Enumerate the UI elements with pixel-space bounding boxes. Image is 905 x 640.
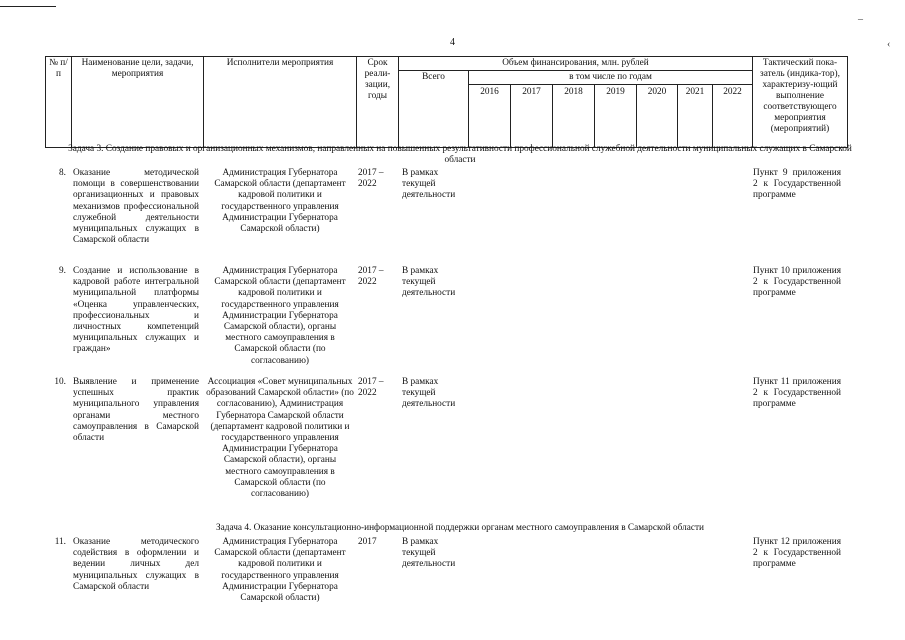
header-funding: Объем финансирования, млн. рублей <box>399 57 753 71</box>
scan-mark: ‹ <box>887 39 891 50</box>
table-header <box>45 56 848 148</box>
header-term: Срок реали-зации, годы <box>357 57 399 148</box>
header-num: № п/п <box>46 57 72 148</box>
row-11-indicator: Пункт 12 приложения 2 к Государственной программе <box>753 537 841 570</box>
row-8-funding: В рамках текущей деятельности <box>402 168 456 201</box>
row-10-executors: Ассоциация «Совет муниципальных образований Самарской области» (по согласованию), Администрация Губернатора Самарской области (департамент кадровой политики и государственного управления Администрации Губернатора Самарской области), органы местного самоуправления в Самарской области (по согласованию) <box>206 377 354 500</box>
row-9-number: 9. <box>59 266 66 276</box>
row-11-executors: Администрация Губернатора Самарской области (департамент кадровой политики и государственного управления Администрации Губернатора Самарской области) <box>214 537 346 604</box>
header-by-years: в том числе по годам <box>469 71 753 85</box>
row-9-indicator: Пункт 10 приложения 2 к Государственной программе <box>753 266 841 299</box>
row-8-executors: Администрация Губернатора Самарской области (департамент кадровой политики и государственного управления Администрации Губернатора Самарской области) <box>214 168 346 235</box>
row-9-funding: В рамках текущей деятельности <box>402 266 456 299</box>
row-9-name: Создание и использование в кадровой работе интегральной муниципальной платформы «Оценка управленческих, профессиональных и личностных компетенций муниципальных служащих и граждан» <box>73 266 199 355</box>
page-number: 4 <box>450 37 455 48</box>
header-year: 2017 <box>511 85 553 148</box>
row-10-indicator: Пункт 11 приложения 2 к Государственной программе <box>753 377 841 410</box>
row-9-executors: Администрация Губернатора Самарской области (департамент кадровой политики и государственного управления Администрации Губернатора Самарской области), органы местного самоуправления в Самарской области (по согласованию) <box>214 266 346 366</box>
row-11-number: 11. <box>54 537 66 547</box>
task-3-heading: Задача 3. Создание правовых и организационных механизмов, направленных на повышенных результативности профессиональной служебной деятельности муниципальных служащих в Самарской области <box>68 144 852 166</box>
header-name: Наименование цели, задачи, мероприятия <box>72 57 204 148</box>
row-10-funding: В рамках текущей деятельности <box>402 377 456 410</box>
scan-mark: – <box>858 14 863 25</box>
row-8-indicator: Пункт 9 приложения 2 к Государственной программе <box>753 168 841 201</box>
header-year: 2016 <box>469 85 511 148</box>
row-8-term: 2017 – 2022 <box>358 168 384 190</box>
row-8-name: Оказание методической помощи в совершенствовании организационных и правовых механизмов профессиональной служебной деятельности муниципальных служащих в Самарской области <box>73 168 199 246</box>
top-rule <box>0 6 56 7</box>
header-total: Всего <box>399 71 469 148</box>
header-year: 2022 <box>713 85 753 148</box>
row-11-funding: В рамках текущей деятельности <box>402 537 456 570</box>
header-year: 2018 <box>553 85 595 148</box>
row-10-number: 10. <box>54 377 66 387</box>
row-11-term: 2017 <box>358 537 377 547</box>
row-9-term: 2017 – 2022 <box>358 266 384 288</box>
task-4-heading: Задача 4. Оказание консультационно-информационной поддержки органам местного самоуправления в Самарской области <box>215 523 705 533</box>
row-11-name: Оказание методического содействия в оформлении и ведении личных дел муниципальных служащих в Самарской области <box>73 537 199 592</box>
row-10-term: 2017 – 2022 <box>358 377 384 399</box>
header-indicator: Тактический пока-затель (индика-тор), характеризу-ющий выполнение соответствующего мероприятия (мероприятий) <box>753 57 848 148</box>
row-8-number: 8. <box>59 168 66 178</box>
header-year: 2020 <box>637 85 678 148</box>
header-year: 2021 <box>678 85 713 148</box>
header-executors: Исполнители мероприятия <box>204 57 357 148</box>
row-10-name: Выявление и применение успешных практик муниципального управления органами местного самоуправления в Самарской области <box>73 377 199 444</box>
header-year: 2019 <box>595 85 637 148</box>
